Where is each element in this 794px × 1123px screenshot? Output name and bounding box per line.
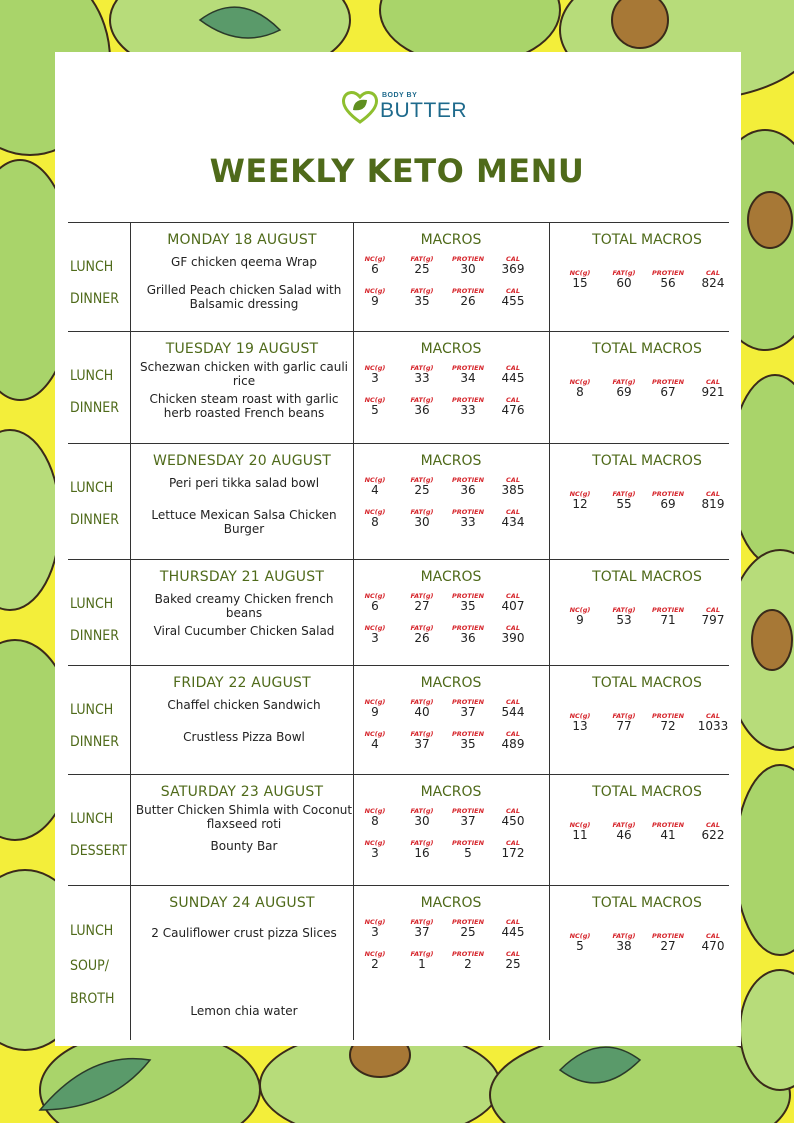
macro-value: 445 (501, 925, 525, 939)
row-divider (68, 331, 729, 332)
total-value: 8 (576, 385, 584, 399)
macro-value: 26 (414, 631, 430, 645)
total-value: 69 (660, 497, 676, 511)
meal-slot-label: LUNCH (70, 480, 114, 496)
macro-value: 37 (460, 814, 476, 828)
meal-slot-label: DINNER (70, 512, 119, 528)
total-value: 46 (616, 828, 632, 842)
macro-label: CAL (506, 476, 520, 484)
dish-name: 2 Cauliflower crust pizza Slices (151, 926, 337, 940)
total-value: 13 (572, 719, 588, 733)
day-date: SUNDAY 24 AUGUST (169, 895, 315, 911)
macro-label: CAL (506, 950, 520, 958)
total-value: 55 (616, 497, 632, 511)
macro-value: 33 (460, 403, 476, 417)
macro-label: FAT(g) (410, 508, 434, 516)
meal-slot-label: LUNCH (70, 702, 114, 718)
macro-value: 172 (501, 846, 525, 860)
row-divider (68, 665, 729, 666)
row-divider (68, 443, 729, 444)
total-value: 824 (701, 276, 725, 290)
macro-label: PROTIEN (451, 839, 485, 847)
macro-label: FAT(g) (410, 698, 434, 706)
macro-value: 25 (414, 262, 430, 276)
macro-value: 33 (460, 515, 476, 529)
total-label: PROTIEN (651, 712, 685, 720)
total-label: PROTIEN (651, 821, 685, 829)
total-macros-header: TOTAL MACROS (592, 453, 702, 469)
day-date: TUESDAY 19 AUGUST (165, 341, 319, 357)
macro-label: FAT(g) (410, 592, 434, 600)
macro-label: CAL (506, 839, 520, 847)
macro-label: NC(g) (364, 592, 386, 600)
day-date: SATURDAY 23 AUGUST (160, 784, 324, 800)
macro-value: 30 (460, 262, 476, 276)
macro-label: CAL (506, 698, 520, 706)
macro-label: CAL (506, 918, 520, 926)
total-label: CAL (706, 378, 720, 386)
total-value: 470 (701, 939, 725, 953)
dish-name: Butter Chicken Shimla with Coconut flaxseed roti (135, 803, 353, 831)
macro-label: FAT(g) (410, 364, 434, 372)
total-value: 67 (660, 385, 676, 399)
macro-label: NC(g) (364, 918, 386, 926)
macro-label: FAT(g) (410, 730, 434, 738)
macro-label: FAT(g) (410, 807, 434, 815)
macro-value: 434 (501, 515, 525, 529)
macro-label: FAT(g) (410, 255, 434, 263)
macro-value: 34 (460, 371, 476, 385)
total-label: FAT(g) (612, 269, 636, 277)
macro-value: 2 (371, 957, 379, 971)
macro-value: 407 (501, 599, 525, 613)
macro-value: 450 (501, 814, 525, 828)
macro-value: 6 (371, 262, 379, 276)
total-label: FAT(g) (612, 821, 636, 829)
total-value: 77 (616, 719, 632, 733)
macro-label: CAL (506, 255, 520, 263)
total-label: PROTIEN (651, 606, 685, 614)
macro-value: 9 (371, 705, 379, 719)
meal-slot-label: DINNER (70, 291, 119, 307)
total-label: NC(g) (569, 269, 591, 277)
meal-slot-label: LUNCH (70, 923, 114, 939)
total-label: FAT(g) (612, 932, 636, 940)
macro-label: PROTIEN (451, 396, 485, 404)
meal-slot-label: DESSERT (70, 843, 128, 859)
total-value: 819 (701, 497, 725, 511)
macro-value: 25 (505, 957, 521, 971)
dish-name: Lemon chia water (190, 1004, 298, 1018)
total-label: FAT(g) (612, 712, 636, 720)
macro-label: PROTIEN (451, 807, 485, 815)
total-label: CAL (706, 269, 720, 277)
dish-name: Chaffel chicken Sandwich (167, 698, 321, 712)
dish-name: Viral Cucumber Chicken Salad (153, 624, 335, 638)
macros-header: MACROS (420, 675, 482, 691)
day-date: FRIDAY 22 AUGUST (173, 675, 311, 691)
total-value: 27 (660, 939, 676, 953)
macro-value: 40 (414, 705, 430, 719)
total-value: 9 (576, 613, 584, 627)
macros-header: MACROS (420, 453, 482, 469)
macro-label: CAL (506, 624, 520, 632)
macro-label: CAL (506, 508, 520, 516)
macro-value: 476 (501, 403, 525, 417)
macro-value: 6 (371, 599, 379, 613)
dish-name: Bounty Bar (210, 839, 278, 853)
meal-slot-label: LUNCH (70, 368, 114, 384)
macro-value: 37 (414, 737, 430, 751)
macro-value: 25 (460, 925, 476, 939)
macro-label: CAL (506, 396, 520, 404)
macro-label: FAT(g) (410, 950, 434, 958)
meal-slot-label: DINNER (70, 734, 119, 750)
total-label: PROTIEN (651, 490, 685, 498)
total-value: 41 (660, 828, 676, 842)
total-value: 60 (616, 276, 632, 290)
macro-value: 27 (414, 599, 430, 613)
macro-value: 369 (501, 262, 525, 276)
row-divider (68, 774, 729, 775)
macro-value: 1 (418, 957, 426, 971)
macro-label: CAL (506, 364, 520, 372)
total-value: 921 (701, 385, 725, 399)
total-label: PROTIEN (651, 269, 685, 277)
total-label: NC(g) (569, 378, 591, 386)
macro-label: PROTIEN (451, 918, 485, 926)
total-label: CAL (706, 821, 720, 829)
macro-value: 8 (371, 814, 379, 828)
macro-label: CAL (506, 287, 520, 295)
macro-value: 25 (414, 483, 430, 497)
macro-label: CAL (506, 730, 520, 738)
total-label: CAL (706, 932, 720, 940)
total-value: 5 (576, 939, 584, 953)
total-value: 15 (572, 276, 588, 290)
meal-slot-label: LUNCH (70, 596, 114, 612)
macro-label: NC(g) (364, 730, 386, 738)
macro-value: 36 (414, 403, 430, 417)
macro-value: 35 (460, 599, 476, 613)
macro-value: 36 (460, 483, 476, 497)
macro-label: FAT(g) (410, 396, 434, 404)
macro-label: NC(g) (364, 624, 386, 632)
day-date: THURSDAY 21 AUGUST (159, 569, 325, 585)
total-value: 12 (572, 497, 588, 511)
macro-label: FAT(g) (410, 624, 434, 632)
macro-value: 30 (414, 515, 430, 529)
macro-value: 544 (501, 705, 525, 719)
total-value: 53 (616, 613, 632, 627)
macro-label: PROTIEN (451, 592, 485, 600)
macro-value: 8 (371, 515, 379, 529)
macro-value: 9 (371, 294, 379, 308)
macro-value: 5 (371, 403, 379, 417)
macro-value: 5 (464, 846, 472, 860)
total-value: 11 (572, 828, 588, 842)
macros-header: MACROS (420, 895, 482, 911)
heart-leaf-icon (340, 88, 380, 124)
macro-value: 3 (371, 846, 379, 860)
total-value: 71 (660, 613, 676, 627)
macro-value: 37 (414, 925, 430, 939)
macro-label: PROTIEN (451, 287, 485, 295)
macro-label: PROTIEN (451, 508, 485, 516)
total-label: NC(g) (569, 606, 591, 614)
total-label: PROTIEN (651, 378, 685, 386)
total-label: CAL (706, 606, 720, 614)
total-value: 72 (660, 719, 676, 733)
macro-label: PROTIEN (451, 730, 485, 738)
page-title: WEEKLY KETO MENU (209, 152, 585, 190)
macro-value: 4 (371, 483, 379, 497)
total-label: FAT(g) (612, 378, 636, 386)
macro-value: 4 (371, 737, 379, 751)
macro-value: 385 (501, 483, 525, 497)
meal-slot-label: DINNER (70, 628, 119, 644)
row-divider (68, 559, 729, 560)
macro-label: NC(g) (364, 476, 386, 484)
total-label: NC(g) (569, 712, 591, 720)
macro-label: NC(g) (364, 287, 386, 295)
macros-header: MACROS (420, 569, 482, 585)
total-value: 38 (616, 939, 632, 953)
macro-label: CAL (506, 807, 520, 815)
macros-header: MACROS (420, 232, 482, 248)
meal-slot-label: LUNCH (70, 259, 114, 275)
total-value: 56 (660, 276, 676, 290)
macro-label: NC(g) (364, 396, 386, 404)
macro-label: FAT(g) (410, 287, 434, 295)
meal-slot-label: SOUP/ (70, 958, 109, 974)
total-macros-header: TOTAL MACROS (592, 232, 702, 248)
macro-value: 2 (464, 957, 472, 971)
column-divider (130, 222, 131, 1040)
total-macros-header: TOTAL MACROS (592, 784, 702, 800)
meal-slot-label: BROTH (70, 991, 115, 1007)
macro-label: PROTIEN (451, 364, 485, 372)
macro-value: 35 (414, 294, 430, 308)
macro-label: CAL (506, 592, 520, 600)
dish-name: Crustless Pizza Bowl (183, 730, 305, 744)
macro-value: 33 (414, 371, 430, 385)
macro-label: NC(g) (364, 950, 386, 958)
macro-value: 489 (501, 737, 525, 751)
macro-value: 16 (414, 846, 430, 860)
total-macros-header: TOTAL MACROS (592, 569, 702, 585)
total-label: CAL (706, 490, 720, 498)
total-label: PROTIEN (651, 932, 685, 940)
dish-name: GF chicken qeema Wrap (171, 255, 317, 269)
macro-label: NC(g) (364, 364, 386, 372)
macro-value: 445 (501, 371, 525, 385)
macro-label: NC(g) (364, 807, 386, 815)
macro-label: FAT(g) (410, 918, 434, 926)
macro-value: 30 (414, 814, 430, 828)
macros-header: MACROS (420, 341, 482, 357)
macro-label: PROTIEN (451, 950, 485, 958)
macro-label: PROTIEN (451, 624, 485, 632)
macro-label: FAT(g) (410, 476, 434, 484)
dish-name: Baked creamy Chicken french beans (154, 592, 334, 620)
brand-logo (340, 88, 467, 128)
logo-top-text: BODY BY (382, 92, 418, 99)
day-date: MONDAY 18 AUGUST (167, 232, 317, 248)
logo-main-text: BUTTER (380, 99, 467, 122)
macros-header: MACROS (420, 784, 482, 800)
macro-label: NC(g) (364, 508, 386, 516)
dish-name: Grilled Peach chicken Salad with Balsamic dressing (146, 283, 342, 311)
macro-value: 455 (501, 294, 525, 308)
macro-value: 35 (460, 737, 476, 751)
total-label: NC(g) (569, 490, 591, 498)
day-date: WEDNESDAY 20 AUGUST (152, 453, 332, 469)
total-label: NC(g) (569, 932, 591, 940)
total-macros-header: TOTAL MACROS (592, 675, 702, 691)
meal-slot-label: LUNCH (70, 811, 114, 827)
macro-label: PROTIEN (451, 698, 485, 706)
macro-label: NC(g) (364, 698, 386, 706)
macro-value: 390 (501, 631, 525, 645)
macro-label: PROTIEN (451, 476, 485, 484)
dish-name: Peri peri tikka salad bowl (168, 476, 320, 490)
macro-value: 26 (460, 294, 476, 308)
row-divider (68, 885, 729, 886)
total-label: NC(g) (569, 821, 591, 829)
dish-name: Lettuce Mexican Salsa Chicken Burger (151, 508, 337, 536)
macro-value: 36 (460, 631, 476, 645)
total-value: 1033 (697, 719, 729, 733)
total-macros-header: TOTAL MACROS (592, 341, 702, 357)
total-label: FAT(g) (612, 606, 636, 614)
row-divider (68, 222, 729, 223)
total-value: 69 (616, 385, 632, 399)
total-value: 797 (701, 613, 725, 627)
macro-label: NC(g) (364, 839, 386, 847)
macro-label: NC(g) (364, 255, 386, 263)
dish-name: Chicken steam roast with garlic herb roasted French beans (149, 392, 339, 420)
macro-label: FAT(g) (410, 839, 434, 847)
total-label: CAL (706, 712, 720, 720)
macro-label: PROTIEN (451, 255, 485, 263)
macro-value: 3 (371, 925, 379, 939)
macro-value: 3 (371, 631, 379, 645)
total-label: FAT(g) (612, 490, 636, 498)
macro-value: 3 (371, 371, 379, 385)
macro-value: 37 (460, 705, 476, 719)
total-macros-header: TOTAL MACROS (592, 895, 702, 911)
meal-slot-label: DINNER (70, 400, 119, 416)
total-value: 622 (701, 828, 725, 842)
dish-name: Schezwan chicken with garlic cauli rice (139, 360, 349, 388)
